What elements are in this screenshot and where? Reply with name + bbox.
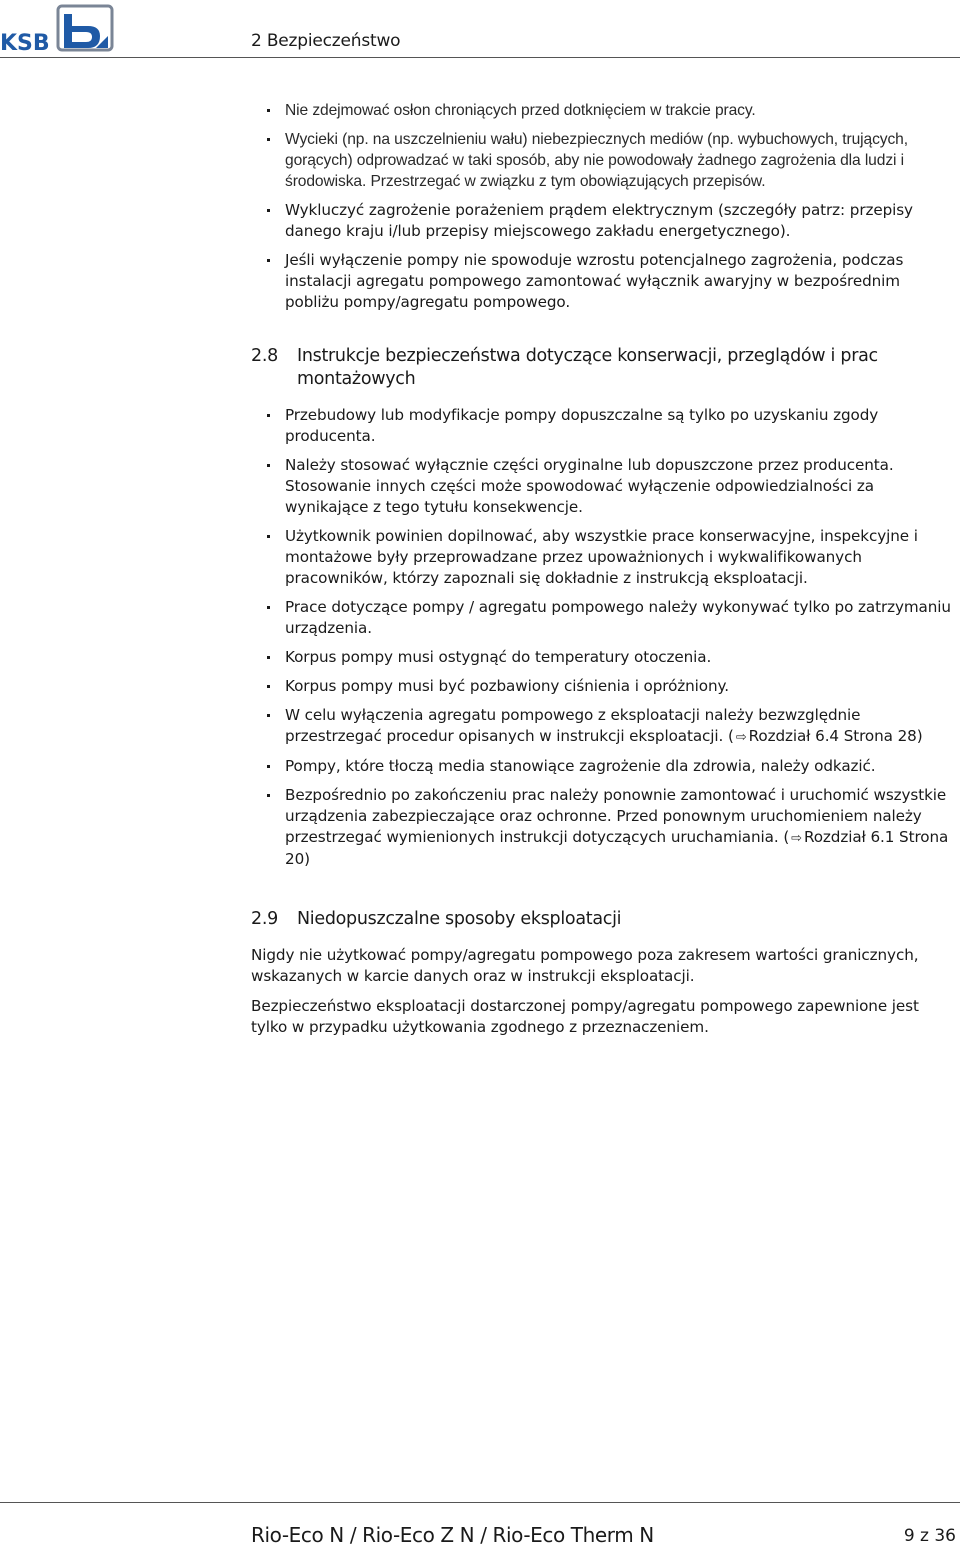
list-item: Wykluczyć zagrożenie porażeniem prądem elektrycznym (szczegóły patrz: przepisy danego kraju i/lub przepisy miejscowego zakładu energetycznego). <box>251 200 957 242</box>
list-item: Prace dotyczące pompy / agregatu pompowego należy wykonywać tylko po zatrzymaniu urządzenia. <box>251 597 957 639</box>
page-number: 9 z 36 <box>903 1526 956 1546</box>
list-item: Pompy, które tłoczą media stanowiące zagrożenie dla zdrowia, należy odkazić. <box>251 756 957 777</box>
paragraph: Bezpieczeństwo eksploatacji dostarczonej pompy/agregatu pompowego zapewnione jest tylko w przypadku użytkowania zgodnego z przeznaczeniem. <box>251 997 919 1036</box>
paragraph: Nigdy nie użytkować pompy/agregatu pompowego poza zakresem wartości granicznych, wskazanych w karcie danych oraz w instrukcji eksploatacji. <box>251 946 919 985</box>
list-item: Korpus pompy musi być pozbawiony ciśnienia i opróżniony. <box>251 676 957 697</box>
section-heading-2-9 <box>251 908 957 931</box>
list-item: Nie zdejmować osłon chroniących przed dotknięciem w trakcie pracy. <box>251 100 957 121</box>
section-heading-2-8 <box>251 345 957 391</box>
cross-reference-link[interactable]: Rozdział 6.4 Strona 28) <box>748 727 923 745</box>
list-item-with-reference <box>251 705 957 748</box>
list-item: Należy stosować wyłącznie części oryginalne lub dopuszczone przez producenta. Stosowanie innych części może spowodować wyłączenie odpowiedzialności za wynikające z tego tytułu konsekwencje. <box>251 455 957 518</box>
list-item: Przebudowy lub modyfikacje pompy dopuszczalne są tylko po uzyskaniu zgody producenta. <box>251 405 957 447</box>
list-item: Korpus pompy musi ostygnąć do temperatury otoczenia. <box>251 647 957 668</box>
chapter-title: 2 Bezpieczeństwo <box>251 31 401 51</box>
item-text: W celu wyłączenia agregatu pompowego z eksploatacji należy bezwzględnie przestrzegać procedur opisanych w instrukcji eksploatacji. ( <box>285 706 861 745</box>
footer-divider <box>0 1502 960 1503</box>
list-item: Wycieki (np. na uszczelnieniu wału) niebezpiecznych mediów (np. wybuchowych, trujących, gorących) odprowadzać w taki sposób, aby nie powodowały żadnego zagrożenia dla ludzi i środowiska. Przestrzegać w związku z tym obowiązujących przepisów. <box>251 129 957 192</box>
page-content <box>251 100 957 1047</box>
arrow-right-icon: ⇨ <box>791 831 802 846</box>
ksb-logo <box>0 4 115 52</box>
list-item: Użytkownik powinien dopilnować, aby wszystkie prace konserwacyjne, inspekcyjne i montażowe były przeprowadzane przez upoważnionych i wykwalifikowanych pracowników, którzy zapoznali się dokładnie z instrukcją eksploatacji. <box>251 526 957 589</box>
maintenance-list <box>251 405 957 870</box>
section-title: Instrukcje bezpieczeństwa dotyczące konserwacji, przeglądów i prac montażowych <box>297 346 878 389</box>
section-number: 2.9 <box>251 909 278 929</box>
page-header <box>0 0 960 58</box>
list-item-with-reference <box>251 785 957 870</box>
footer-product-name: Rio-Eco N / Rio-Eco Z N / Rio-Eco Therm N <box>251 1523 654 1547</box>
safety-list <box>251 100 957 313</box>
header-divider <box>0 57 960 58</box>
item-text: Bezpośrednio po zakończeniu prac należy ponownie zamontować i uruchomić wszystkie urządzenia zabezpieczające oraz ochronne. Przed ponownym uruchomieniem należy przestrzegać wymienionych instrukcji dotyczących uruchamiania. ( <box>285 786 947 846</box>
logo-text: KSB <box>0 31 50 52</box>
list-item: Jeśli wyłączenie pompy nie spowoduje wzrostu potencjalnego zagrożenia, podczas instalacji agregatu pompowego zamontować wyłącznik awaryjny w bezpośrednim pobliżu pompy/agregatu pompowego. <box>251 250 957 313</box>
section-title: Niedopuszczalne sposoby eksploatacji <box>297 909 622 929</box>
cross-reference-link[interactable]: Rozdział 6.1 Strona 20) <box>285 828 949 868</box>
arrow-right-icon: ⇨ <box>735 730 747 745</box>
section-number: 2.8 <box>251 346 278 366</box>
